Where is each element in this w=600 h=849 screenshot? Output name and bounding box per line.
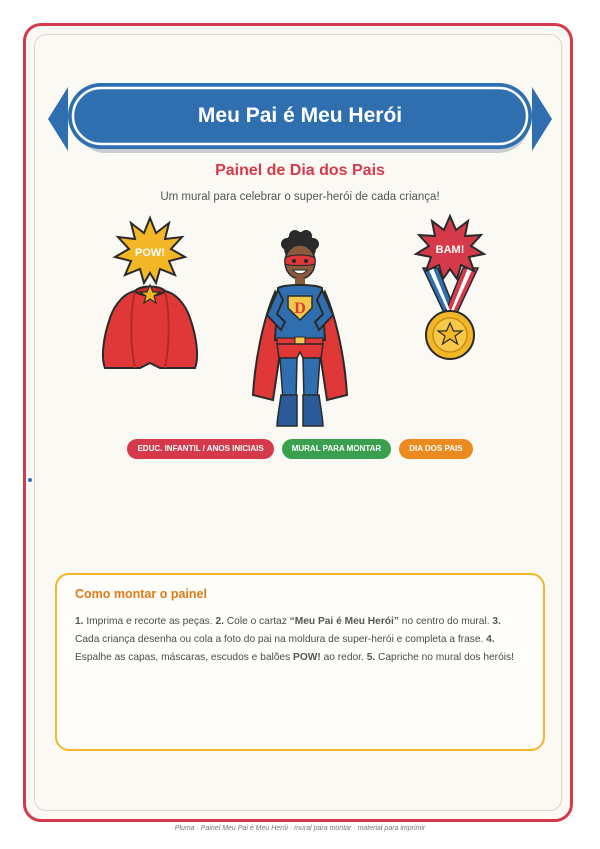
step-5-number: 5. [366,652,376,663]
step-3-text: Cada criança desenha ou cola a foto do pai na moldura de super-herói e completa a frase. [75,634,484,645]
cape-illustration [95,213,205,373]
step-3-number: 3. [492,616,501,627]
step-2-bold: “Meu Pai é Meu Herói” [289,616,399,627]
step-2-text-before: Cole o cartaz [226,616,287,627]
tag-dia-dos-pais: DIA DOS PAIS [399,439,472,459]
tag-educ-infantil: EDUC. INFANTIL / ANOS INICIAIS [127,439,273,459]
instructions-box [55,573,545,751]
step-4-number: 4. [486,634,495,645]
instructions-text [75,613,525,667]
medal-illustration [408,213,493,373]
step-5-text: Capriche no mural dos heróis! [378,652,514,663]
pow-burst-label: POW! [135,247,165,259]
tag-mural-para-montar: MURAL PARA MONTAR [282,439,391,459]
tag-list [0,439,600,459]
step-2-text-after: no centro do mural. [401,616,490,627]
page-subtitle: Painel de Dia dos Pais [215,162,385,179]
hero-emblem-letter: D [294,300,306,317]
page-tagline: Um mural para celebrar o super-herói de cada criança! [160,191,440,203]
page-footer: Pluma · Painel Meu Pai é Meu Herói · mural para montar · material para imprimir [174,825,426,832]
instructions-title: Como montar o painel [75,587,207,601]
step-4-bold: POW! [293,652,321,663]
title-banner [48,83,552,155]
superhero-child-illustration [245,230,355,432]
step-2-number: 2. [215,616,224,627]
step-4-text-before: Espalhe as capas, máscaras, escudos e balões [75,652,291,663]
step-4-text-after: ao redor. [323,652,364,663]
page-title: Meu Pai é Meu Herói [197,104,403,127]
margin-dot [28,478,32,482]
step-1-number: 1. [75,616,84,627]
bam-burst-label: BAM! [435,244,465,256]
step-1-text: Imprima e recorte as peças. [86,616,213,627]
